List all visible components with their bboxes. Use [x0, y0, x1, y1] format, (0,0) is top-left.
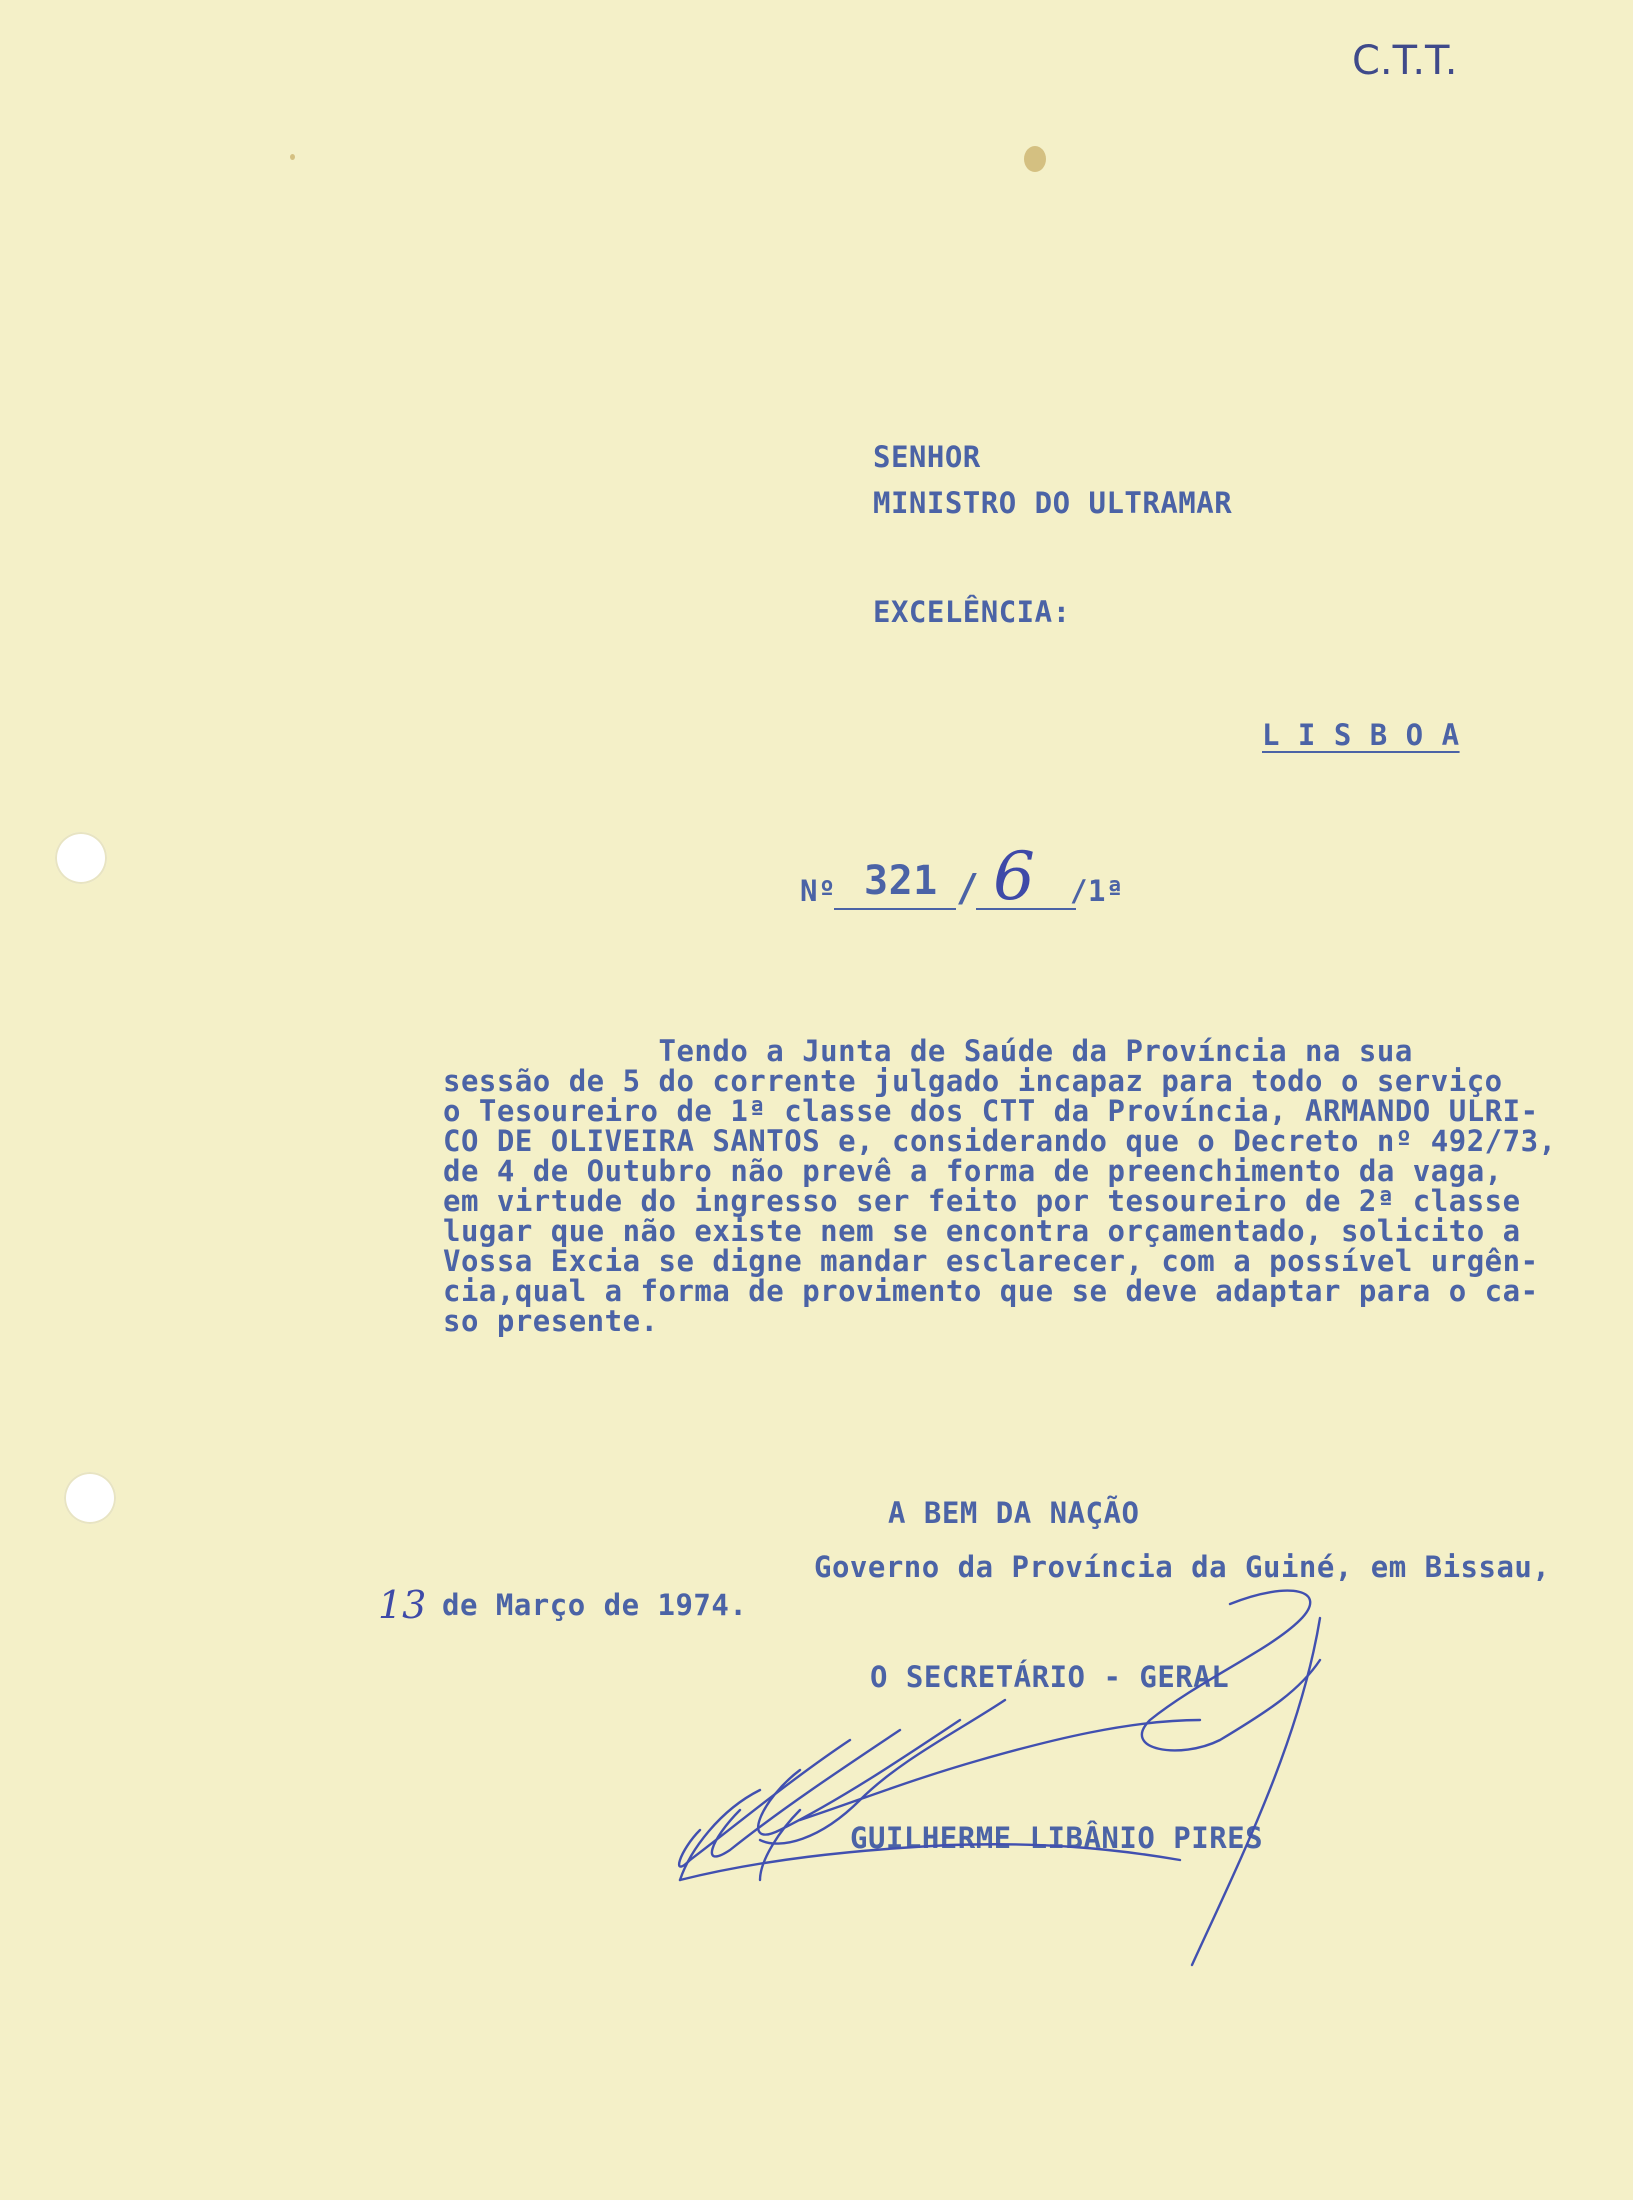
- addressee-line-1: SENHOR: [873, 440, 981, 474]
- addressee-line-2: MINISTRO DO ULTRAMAR: [873, 486, 1233, 520]
- closing-date-rest: de Março de 1974.: [442, 1588, 748, 1622]
- body-line: em virtude do ingresso ser feito por tesoureiro de 2ª classe: [443, 1184, 1521, 1218]
- body-line: lugar que não existe nem se encontra orçamentado, solicito a: [443, 1214, 1521, 1248]
- body-line: Tendo a Junta de Saúde da Província na sua: [443, 1034, 1413, 1068]
- body-line: so presente.: [443, 1304, 659, 1338]
- signatory-title: O SECRETÁRIO - GERAL: [870, 1660, 1230, 1694]
- closing-motto: A BEM DA NAÇÃO: [888, 1496, 1140, 1530]
- body-line: o Tesoureiro de 1ª classe dos CTT da Província, ARMANDO ULRI-: [443, 1094, 1539, 1128]
- body-line: sessão de 5 do corrente julgado incapaz para todo o serviço: [443, 1064, 1503, 1098]
- reference-number-value: 321: [864, 858, 938, 904]
- body-line: de 4 de Outubro não prevê a forma de preenchimento da vaga,: [443, 1154, 1503, 1188]
- body-line: CO DE OLIVEIRA SANTOS e, considerando que o Decreto nº 492/73,: [443, 1124, 1557, 1158]
- closing-date-day: 13: [378, 1583, 427, 1627]
- body-line: cia,qual a forma de provimento que se deve adaptar para o ca-: [443, 1274, 1539, 1308]
- reference-prefix: Nº: [800, 874, 836, 908]
- signatory-name: GUILHERME LIBÂNIO PIRES: [850, 1821, 1264, 1855]
- salutation: EXCELÊNCIA:: [873, 595, 1071, 629]
- closing-place: Governo da Província da Guiné, em Bissau,: [814, 1550, 1551, 1584]
- body-line: Vossa Excia se digne mandar esclarecer, com a possível urgên-: [443, 1244, 1539, 1278]
- reference-slash: /: [956, 866, 980, 910]
- reference-suffix: /1ª: [1070, 874, 1124, 908]
- reference-handwritten: 6: [993, 838, 1035, 915]
- header-handwritten-note: C.T.T.: [1352, 38, 1458, 84]
- city: L I S B O A: [1262, 718, 1460, 752]
